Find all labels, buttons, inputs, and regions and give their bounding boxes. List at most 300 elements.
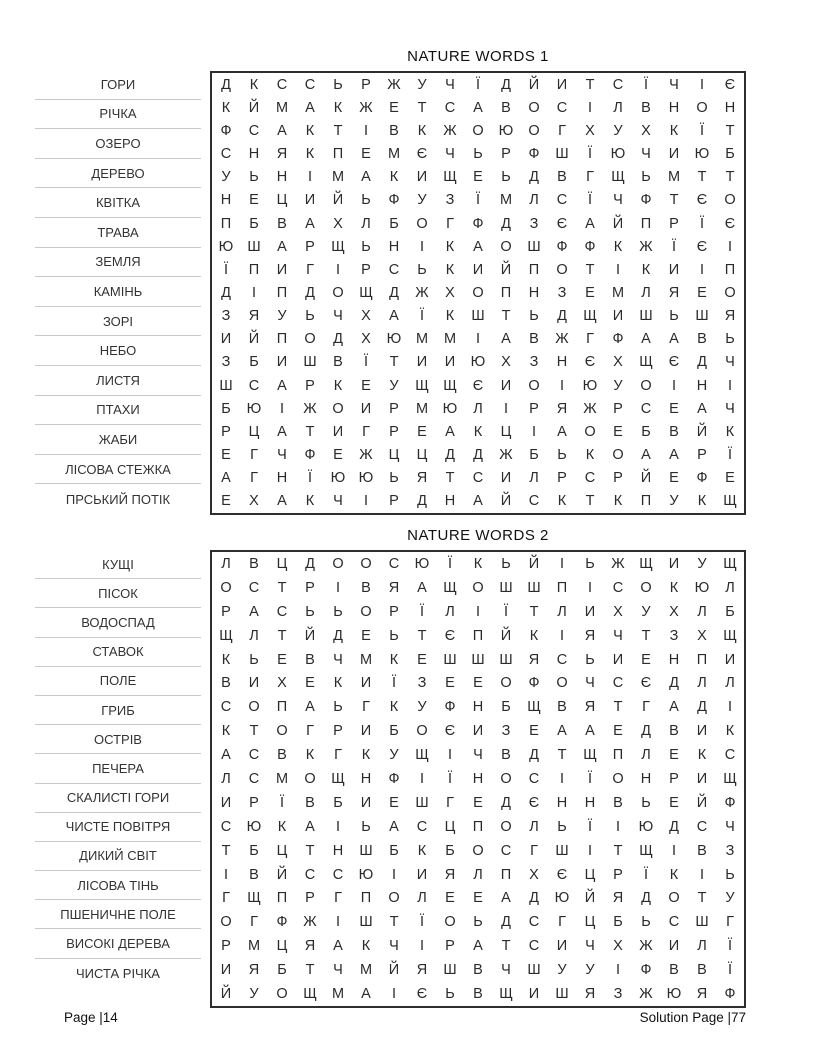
grid-letter: Щ xyxy=(527,699,541,716)
grid-letter: П xyxy=(640,493,652,510)
grid-letter: Т xyxy=(725,122,735,139)
grid-letter: Н xyxy=(528,284,540,301)
grid-letter: І xyxy=(671,377,677,394)
grid-letter: В xyxy=(389,122,399,139)
grid-letter: П xyxy=(276,890,288,907)
grid-letter: Р xyxy=(613,470,623,487)
grid-letter: С xyxy=(528,938,540,955)
grid-letter: Ю xyxy=(218,238,234,255)
grid-letter: Ш xyxy=(555,146,569,163)
grid-letter: Ж xyxy=(415,284,429,301)
grid-letter: О xyxy=(528,122,540,139)
grid-letter: К xyxy=(361,938,371,955)
grid-letter: Ю xyxy=(330,470,346,487)
grid-letter: Е xyxy=(473,794,483,811)
grid-letter: М xyxy=(415,400,429,417)
grid-letter: О xyxy=(360,555,372,572)
grid-letter: П xyxy=(220,215,232,232)
grid-letter: Щ xyxy=(443,169,457,186)
grid-letter: Ю xyxy=(638,818,654,835)
grid-letter: Б xyxy=(389,723,399,740)
grid-letter: Х xyxy=(585,122,595,139)
grid-letter: И xyxy=(220,794,232,811)
grid-letter: Ч xyxy=(333,962,343,979)
grid-letter: Т xyxy=(585,261,595,278)
grid-letter: Г xyxy=(558,914,566,931)
grid-letter: К xyxy=(557,493,567,510)
grid-letter: П xyxy=(472,627,484,644)
grid-letter: Ь xyxy=(641,169,651,186)
grid-letter: В xyxy=(305,651,315,668)
grid-letter: Ї xyxy=(503,603,509,620)
word-list-item: РІЧКА xyxy=(35,100,201,130)
grid-letter: Д xyxy=(669,818,679,835)
grid-letter: Ь xyxy=(389,627,399,644)
grid-letter: А xyxy=(585,215,595,232)
grid-letter: У xyxy=(641,603,651,620)
grid-letter: Т xyxy=(641,627,651,644)
grid-letter: И xyxy=(276,261,288,278)
grid-letter: Є xyxy=(416,986,428,1003)
grid-letter: И xyxy=(444,354,456,371)
grid-letter: Ю xyxy=(386,331,402,348)
grid-letter: О xyxy=(332,284,344,301)
grid-letter: І xyxy=(559,377,565,394)
grid-letter: Є xyxy=(696,192,708,209)
grid-letter: Ю xyxy=(414,555,430,572)
grid-letter: Н xyxy=(556,354,568,371)
grid-letter: О xyxy=(528,377,540,394)
grid-letter: Ч xyxy=(333,308,343,325)
grid-letter: І xyxy=(475,331,481,348)
word-list-item: КВІТКА xyxy=(35,188,201,218)
grid-letter: А xyxy=(277,122,287,139)
grid-letter: А xyxy=(697,400,707,417)
grid-letter: С xyxy=(304,866,316,883)
grid-letter: Х xyxy=(277,675,287,692)
grid-letter: Д xyxy=(641,723,651,740)
grid-letter: О xyxy=(668,890,680,907)
grid-letter: Ш xyxy=(527,579,541,596)
grid-letter: П xyxy=(276,331,288,348)
grid-letter: Щ xyxy=(639,555,653,572)
word-list-item: ВИСОКІ ДЕРЕВА xyxy=(35,929,201,958)
grid-letter: Є xyxy=(416,146,428,163)
grid-letter: П xyxy=(724,261,736,278)
grid-letter: Ю xyxy=(358,470,374,487)
grid-letter: К xyxy=(305,493,315,510)
grid-letter: Л xyxy=(221,770,231,787)
grid-letter: У xyxy=(725,890,735,907)
grid-letter: К xyxy=(361,747,371,764)
grid-letter: Г xyxy=(446,215,454,232)
grid-letter: И xyxy=(248,675,260,692)
grid-letter: Ф xyxy=(388,192,400,209)
grid-letter: Щ xyxy=(723,493,737,510)
grid-letter: К xyxy=(529,627,539,644)
grid-letter: Є xyxy=(640,675,652,692)
puzzle-1-word-list xyxy=(35,70,201,514)
grid-letter: Д xyxy=(221,76,231,93)
grid-letter: В xyxy=(277,215,287,232)
grid-letter: О xyxy=(444,914,456,931)
grid-letter: К xyxy=(389,169,399,186)
grid-letter: Є xyxy=(584,354,596,371)
word-list-item: ПЕЧЕРА xyxy=(35,754,201,783)
grid-letter: А xyxy=(361,986,371,1003)
grid-letter: Д xyxy=(529,169,539,186)
grid-letter: Н xyxy=(724,99,736,116)
grid-letter: Й xyxy=(388,962,400,979)
grid-letter: И xyxy=(584,603,596,620)
grid-letter: Ц xyxy=(248,423,260,440)
grid-letter: С xyxy=(248,377,260,394)
grid-letter: Д xyxy=(389,284,399,301)
grid-letter: И xyxy=(556,76,568,93)
grid-letter: Б xyxy=(249,215,259,232)
grid-letter: О xyxy=(640,377,652,394)
grid-letter: У xyxy=(417,76,427,93)
grid-letter: У xyxy=(417,699,427,716)
grid-letter: Ю xyxy=(498,122,514,139)
grid-letter: І xyxy=(391,986,397,1003)
grid-letter: Ф xyxy=(444,699,456,716)
grid-letter: Д xyxy=(417,493,427,510)
grid-letter: С xyxy=(556,99,568,116)
grid-letter: Ц xyxy=(276,938,288,955)
grid-letter: Є xyxy=(724,76,736,93)
grid-letter: К xyxy=(305,747,315,764)
grid-letter: С xyxy=(220,699,232,716)
grid-letter: А xyxy=(305,818,315,835)
grid-letter: Л xyxy=(361,215,371,232)
grid-letter: Щ xyxy=(415,747,429,764)
grid-letter: Ь xyxy=(501,555,511,572)
grid-letter: И xyxy=(696,770,708,787)
grid-letter: Г xyxy=(558,122,566,139)
grid-letter: Ф xyxy=(640,962,652,979)
grid-letter: В xyxy=(473,962,483,979)
grid-letter: И xyxy=(332,423,344,440)
grid-letter: О xyxy=(276,723,288,740)
grid-letter: К xyxy=(333,377,343,394)
grid-letter: Ф xyxy=(612,331,624,348)
grid-letter: Ж xyxy=(303,914,317,931)
grid-letter: Щ xyxy=(639,842,653,859)
grid-letter: Я xyxy=(416,962,428,979)
grid-letter: Т xyxy=(417,627,427,644)
grid-letter: А xyxy=(277,377,287,394)
grid-letter: Д xyxy=(669,675,679,692)
grid-letter: Я xyxy=(612,890,624,907)
grid-letter: Щ xyxy=(723,770,737,787)
grid-letter: О xyxy=(640,579,652,596)
grid-letter: А xyxy=(249,603,259,620)
grid-letter: Я xyxy=(276,146,288,163)
grid-letter: У xyxy=(221,169,231,186)
grid-letter: В xyxy=(697,842,707,859)
grid-letter: А xyxy=(473,938,483,955)
grid-letter: Ш xyxy=(471,651,485,668)
grid-letter: А xyxy=(277,238,287,255)
grid-letter: Н xyxy=(584,794,596,811)
grid-letter: Е xyxy=(389,99,399,116)
grid-letter: Е xyxy=(697,284,707,301)
grid-letter: Б xyxy=(725,603,735,620)
grid-letter: С xyxy=(528,914,540,931)
grid-letter: І xyxy=(475,603,481,620)
grid-letter: О xyxy=(220,579,232,596)
puzzle-2-word-list xyxy=(35,550,201,988)
grid-letter: Ж xyxy=(359,447,373,464)
grid-letter: О xyxy=(696,99,708,116)
grid-letter: В xyxy=(557,699,567,716)
grid-letter: Ц xyxy=(416,447,428,464)
grid-letter: Ї xyxy=(419,914,425,931)
grid-letter: У xyxy=(613,377,623,394)
grid-letter: А xyxy=(389,818,399,835)
grid-letter: К xyxy=(277,818,287,835)
grid-letter: М xyxy=(331,169,345,186)
grid-letter: Ш xyxy=(247,238,261,255)
grid-letter: Б xyxy=(389,215,399,232)
grid-letter: Щ xyxy=(583,747,597,764)
word-list-item: ДИКИЙ СВІТ xyxy=(35,842,201,871)
grid-letter: Й xyxy=(332,192,344,209)
grid-letter: Я xyxy=(556,400,568,417)
grid-letter: Р xyxy=(389,603,399,620)
grid-letter: Ю xyxy=(610,146,626,163)
grid-letter: А xyxy=(305,215,315,232)
grid-letter: Ю xyxy=(442,400,458,417)
grid-letter: М xyxy=(247,938,261,955)
grid-letter: І xyxy=(335,579,341,596)
grid-letter: Л xyxy=(249,627,259,644)
grid-letter: Р xyxy=(221,938,231,955)
grid-letter: Л xyxy=(473,866,483,883)
grid-letter: Т xyxy=(697,890,707,907)
grid-letter: Щ xyxy=(723,627,737,644)
grid-letter: Т xyxy=(277,627,287,644)
word-list-item: ЧИСТА РІЧКА xyxy=(76,965,160,981)
grid-letter: Я xyxy=(388,579,400,596)
puzzle-2-letter-grid xyxy=(210,550,746,1008)
grid-letter: П xyxy=(248,261,260,278)
grid-letter: О xyxy=(416,723,428,740)
grid-letter: С xyxy=(612,579,624,596)
grid-letter: О xyxy=(304,770,316,787)
grid-letter: Р xyxy=(305,238,315,255)
grid-letter: І xyxy=(587,842,593,859)
grid-letter: Е xyxy=(445,890,455,907)
grid-letter: Д xyxy=(333,627,343,644)
grid-letter: Т xyxy=(249,723,259,740)
grid-letter: З xyxy=(725,842,735,859)
grid-letter: О xyxy=(220,914,232,931)
grid-letter: Л xyxy=(725,579,735,596)
grid-letter: Р xyxy=(305,377,315,394)
grid-letter: А xyxy=(221,747,231,764)
grid-letter: З xyxy=(529,354,539,371)
grid-letter: К xyxy=(669,866,679,883)
grid-letter: К xyxy=(641,261,651,278)
grid-letter: Х xyxy=(697,627,707,644)
grid-letter: У xyxy=(389,377,399,394)
grid-letter: Ь xyxy=(249,169,259,186)
grid-letter: В xyxy=(641,99,651,116)
grid-letter: Б xyxy=(249,354,259,371)
grid-letter: Ж xyxy=(639,238,653,255)
grid-letter: Ї xyxy=(279,794,285,811)
grid-letter: Х xyxy=(641,122,651,139)
grid-letter: Ч xyxy=(613,192,623,209)
grid-letter: Т xyxy=(333,122,343,139)
grid-letter: Ц xyxy=(276,842,288,859)
grid-letter: И xyxy=(724,651,736,668)
grid-letter: Е xyxy=(613,723,623,740)
grid-letter: Л xyxy=(445,603,455,620)
grid-letter: А xyxy=(221,470,231,487)
grid-letter: Щ xyxy=(443,377,457,394)
grid-letter: Ь xyxy=(529,308,539,325)
grid-letter: И xyxy=(416,866,428,883)
grid-letter: Д xyxy=(501,914,511,931)
grid-letter: А xyxy=(361,169,371,186)
word-list-item: ГОРИ xyxy=(35,70,201,100)
grid-letter: Т xyxy=(725,169,735,186)
grid-letter: М xyxy=(275,99,289,116)
grid-letter: Е xyxy=(361,377,371,394)
grid-letter: В xyxy=(501,747,511,764)
grid-letter: М xyxy=(611,284,625,301)
grid-letter: Е xyxy=(669,794,679,811)
grid-letter: А xyxy=(557,423,567,440)
word-list-item: ПІСОК xyxy=(35,579,201,608)
grid-letter: Т xyxy=(445,470,455,487)
grid-letter: І xyxy=(727,699,733,716)
grid-letter: Я xyxy=(248,962,260,979)
grid-letter: І xyxy=(559,770,565,787)
grid-letter: Р xyxy=(221,423,231,440)
grid-letter: Р xyxy=(501,146,511,163)
grid-letter: Д xyxy=(501,794,511,811)
grid-letter: Г xyxy=(306,261,314,278)
grid-letter: Т xyxy=(501,938,511,955)
grid-letter: Ч xyxy=(501,962,511,979)
grid-letter: К xyxy=(249,76,259,93)
grid-letter: Е xyxy=(277,651,287,668)
grid-letter: Ш xyxy=(415,794,429,811)
grid-letter: К xyxy=(221,99,231,116)
grid-letter: Ь xyxy=(389,470,399,487)
grid-letter: К xyxy=(613,238,623,255)
grid-letter: І xyxy=(419,238,425,255)
word-list-item: ВОДОСПАД xyxy=(35,608,201,637)
grid-letter: Є xyxy=(668,354,680,371)
grid-letter: О xyxy=(276,986,288,1003)
grid-letter: Р xyxy=(697,447,707,464)
grid-letter: Е xyxy=(361,146,371,163)
grid-letter: Ш xyxy=(695,308,709,325)
grid-letter: І xyxy=(419,938,425,955)
grid-letter: Ї xyxy=(727,938,733,955)
grid-letter: Е xyxy=(221,493,231,510)
word-list-item: ЛІСОВА ТІНЬ xyxy=(35,871,201,900)
grid-letter: Ж xyxy=(639,938,653,955)
grid-letter: О xyxy=(248,699,260,716)
grid-letter: П xyxy=(500,284,512,301)
grid-letter: О xyxy=(472,122,484,139)
grid-letter: И xyxy=(500,377,512,394)
grid-letter: І xyxy=(251,284,257,301)
grid-letter: Й xyxy=(500,261,512,278)
grid-letter: В xyxy=(221,675,231,692)
grid-letter: Ш xyxy=(499,651,513,668)
grid-letter: Ш xyxy=(499,579,513,596)
grid-letter: Ї xyxy=(223,261,229,278)
grid-letter: У xyxy=(417,192,427,209)
grid-letter: Т xyxy=(697,169,707,186)
grid-letter: Ї xyxy=(643,76,649,93)
grid-letter: Х xyxy=(669,603,679,620)
grid-letter: Ю xyxy=(470,354,486,371)
grid-letter: Х xyxy=(529,866,539,883)
grid-letter: Н xyxy=(276,470,288,487)
grid-letter: Ф xyxy=(640,192,652,209)
grid-letter: Ф xyxy=(528,675,540,692)
grid-letter: И xyxy=(304,192,316,209)
grid-letter: Ї xyxy=(307,470,313,487)
grid-letter: В xyxy=(697,962,707,979)
grid-letter: С xyxy=(528,493,540,510)
grid-letter: О xyxy=(304,331,316,348)
grid-letter: С xyxy=(612,76,624,93)
grid-letter: М xyxy=(359,651,373,668)
grid-letter: Е xyxy=(361,627,371,644)
grid-letter: І xyxy=(699,866,705,883)
grid-letter: Й xyxy=(500,493,512,510)
grid-letter: Ц xyxy=(584,866,596,883)
grid-letter: Ї xyxy=(587,818,593,835)
grid-letter: К xyxy=(473,555,483,572)
grid-letter: Й xyxy=(528,76,540,93)
grid-letter: Ю xyxy=(246,818,262,835)
grid-letter: У xyxy=(557,962,567,979)
grid-letter: Й xyxy=(640,470,652,487)
grid-letter: П xyxy=(360,890,372,907)
grid-letter: И xyxy=(500,470,512,487)
grid-letter: І xyxy=(727,377,733,394)
grid-letter: Б xyxy=(501,699,511,716)
grid-letter: Б xyxy=(613,914,623,931)
grid-letter: С xyxy=(584,470,596,487)
grid-letter: Г xyxy=(586,331,594,348)
grid-letter: Ш xyxy=(695,914,709,931)
grid-letter: Д xyxy=(557,308,567,325)
grid-letter: Л xyxy=(557,603,567,620)
grid-letter: Р xyxy=(613,400,623,417)
grid-letter: И xyxy=(668,555,680,572)
grid-letter: О xyxy=(500,675,512,692)
grid-letter: И xyxy=(668,261,680,278)
grid-letter: И xyxy=(360,723,372,740)
grid-letter: С xyxy=(276,76,288,93)
grid-letter: Ж xyxy=(443,122,457,139)
word-list-item: ЗОРІ xyxy=(35,307,201,337)
word-list-item: ДЕРЕВО xyxy=(35,159,201,189)
grid-letter: Д xyxy=(529,747,539,764)
grid-letter: К xyxy=(389,651,399,668)
